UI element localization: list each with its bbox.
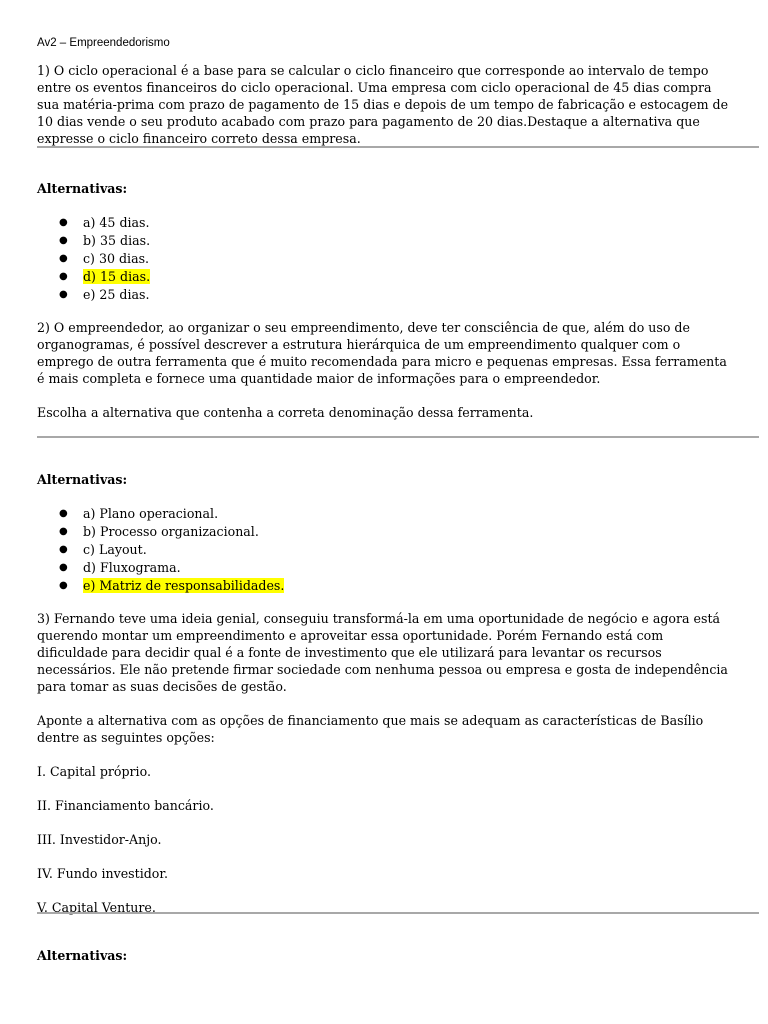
question-3 xyxy=(37,610,729,916)
bullet-icon: ● xyxy=(59,580,68,591)
alternative-a[interactable]: ● a) Plano operacional. xyxy=(59,506,219,521)
highlighted-answer: d) 15 dias. xyxy=(83,269,151,284)
question-1-alternatives xyxy=(37,180,729,304)
question-3-prompt: Aponte a alternativa com as opções de financiamento que mais se adequam as características de Basílio dentre as seguintes opções: xyxy=(37,713,704,745)
bullet-icon: ● xyxy=(59,217,68,228)
divider xyxy=(37,436,759,438)
bullet-icon: ● xyxy=(59,562,68,573)
alternatives-list xyxy=(37,505,729,595)
alternative-c[interactable]: ● c) Layout. xyxy=(59,542,147,557)
alternatives-heading: Alternativas: xyxy=(37,181,128,196)
question-1 xyxy=(37,62,729,147)
alternative-e[interactable]: ● e) 25 dias. xyxy=(59,287,150,302)
bullet-icon: ● xyxy=(59,508,68,519)
alternative-d[interactable] xyxy=(37,268,729,286)
divider xyxy=(37,146,759,148)
question-2-text: 2) O empreendedor, ao organizar o seu empreendimento, deve ter consciência de que, além do uso de organogramas, é possível descrever a estrutura hierárquica de um empreendimento qualquer com o emprego de outra ferramenta que é muito recomendada para micro e pequenas empresas. Essa ferramenta é mais completa e fornece uma quantidade maior de informações para o empreendedor. xyxy=(37,320,727,386)
bullet-icon: ● xyxy=(59,544,68,555)
alternative-a[interactable]: ● a) 45 dias. xyxy=(59,215,150,230)
alternatives-heading: Alternativas: xyxy=(37,472,128,487)
option-iii: III. Investidor-Anjo. xyxy=(37,832,162,847)
option-i: I. Capital próprio. xyxy=(37,764,151,779)
question-3-text: 3) Fernando teve uma ideia genial, conseguiu transformá-la em uma oportunidade de negócio e agora está querendo montar um empreendimento e aproveitar essa oportunidade. Porém Fernando está com dificuldade para decidir qual é a fonte de investimento que ele utilizará para levantar os recursos necessários. Ele não pretende firmar sociedade com nenhuma pessoa ou empresa e gosta de independência para tomar as suas decisões de gestão. xyxy=(37,611,728,694)
document-title: Av2 – Empreendedorismo xyxy=(37,37,170,49)
alternative-b[interactable]: ● b) 35 dias. xyxy=(59,233,151,248)
alternative-e[interactable] xyxy=(37,577,729,595)
option-ii: II. Financiamento bancário. xyxy=(37,798,214,813)
bullet-icon: ● xyxy=(59,289,68,300)
alternatives-list xyxy=(37,214,729,304)
option-v: V. Capital Venture. xyxy=(37,900,156,915)
bullet-icon: ● xyxy=(59,253,68,264)
bullet-icon: ● xyxy=(59,235,68,246)
option-iv: IV. Fundo investidor. xyxy=(37,866,169,881)
question-3-alternatives xyxy=(37,947,729,964)
question-2-alternatives xyxy=(37,471,729,595)
bullet-icon: ● xyxy=(59,526,68,537)
divider xyxy=(37,912,759,914)
alternative-b[interactable]: ● b) Processo organizacional. xyxy=(59,524,259,539)
question-2-prompt: Escolha a alternativa que contenha a correta denominação dessa ferramenta. xyxy=(37,405,534,420)
question-2 xyxy=(37,319,729,421)
question-1-text: 1) O ciclo operacional é a base para se calcular o ciclo financeiro que corresponde ao intervalo de tempo entre os eventos financeiros do ciclo operacional. Uma empresa com ciclo operacional de 45 dias compra sua matéria-prima com prazo de pagamento de 15 dias e depois de um tempo de fabricação e estocagem de 10 dias vende o seu produto acabado com prazo para pagamento de 20 dias.Destaque a alternativa que expresse o ciclo financeiro correto dessa empresa. xyxy=(37,63,729,146)
bullet-icon: ● xyxy=(59,271,68,282)
alternatives-heading: Alternativas: xyxy=(37,948,128,963)
alternative-c[interactable]: ● c) 30 dias. xyxy=(59,251,150,266)
highlighted-answer: e) Matriz de responsabilidades. xyxy=(83,578,285,593)
alternative-d[interactable]: ● d) Fluxograma. xyxy=(59,560,181,575)
